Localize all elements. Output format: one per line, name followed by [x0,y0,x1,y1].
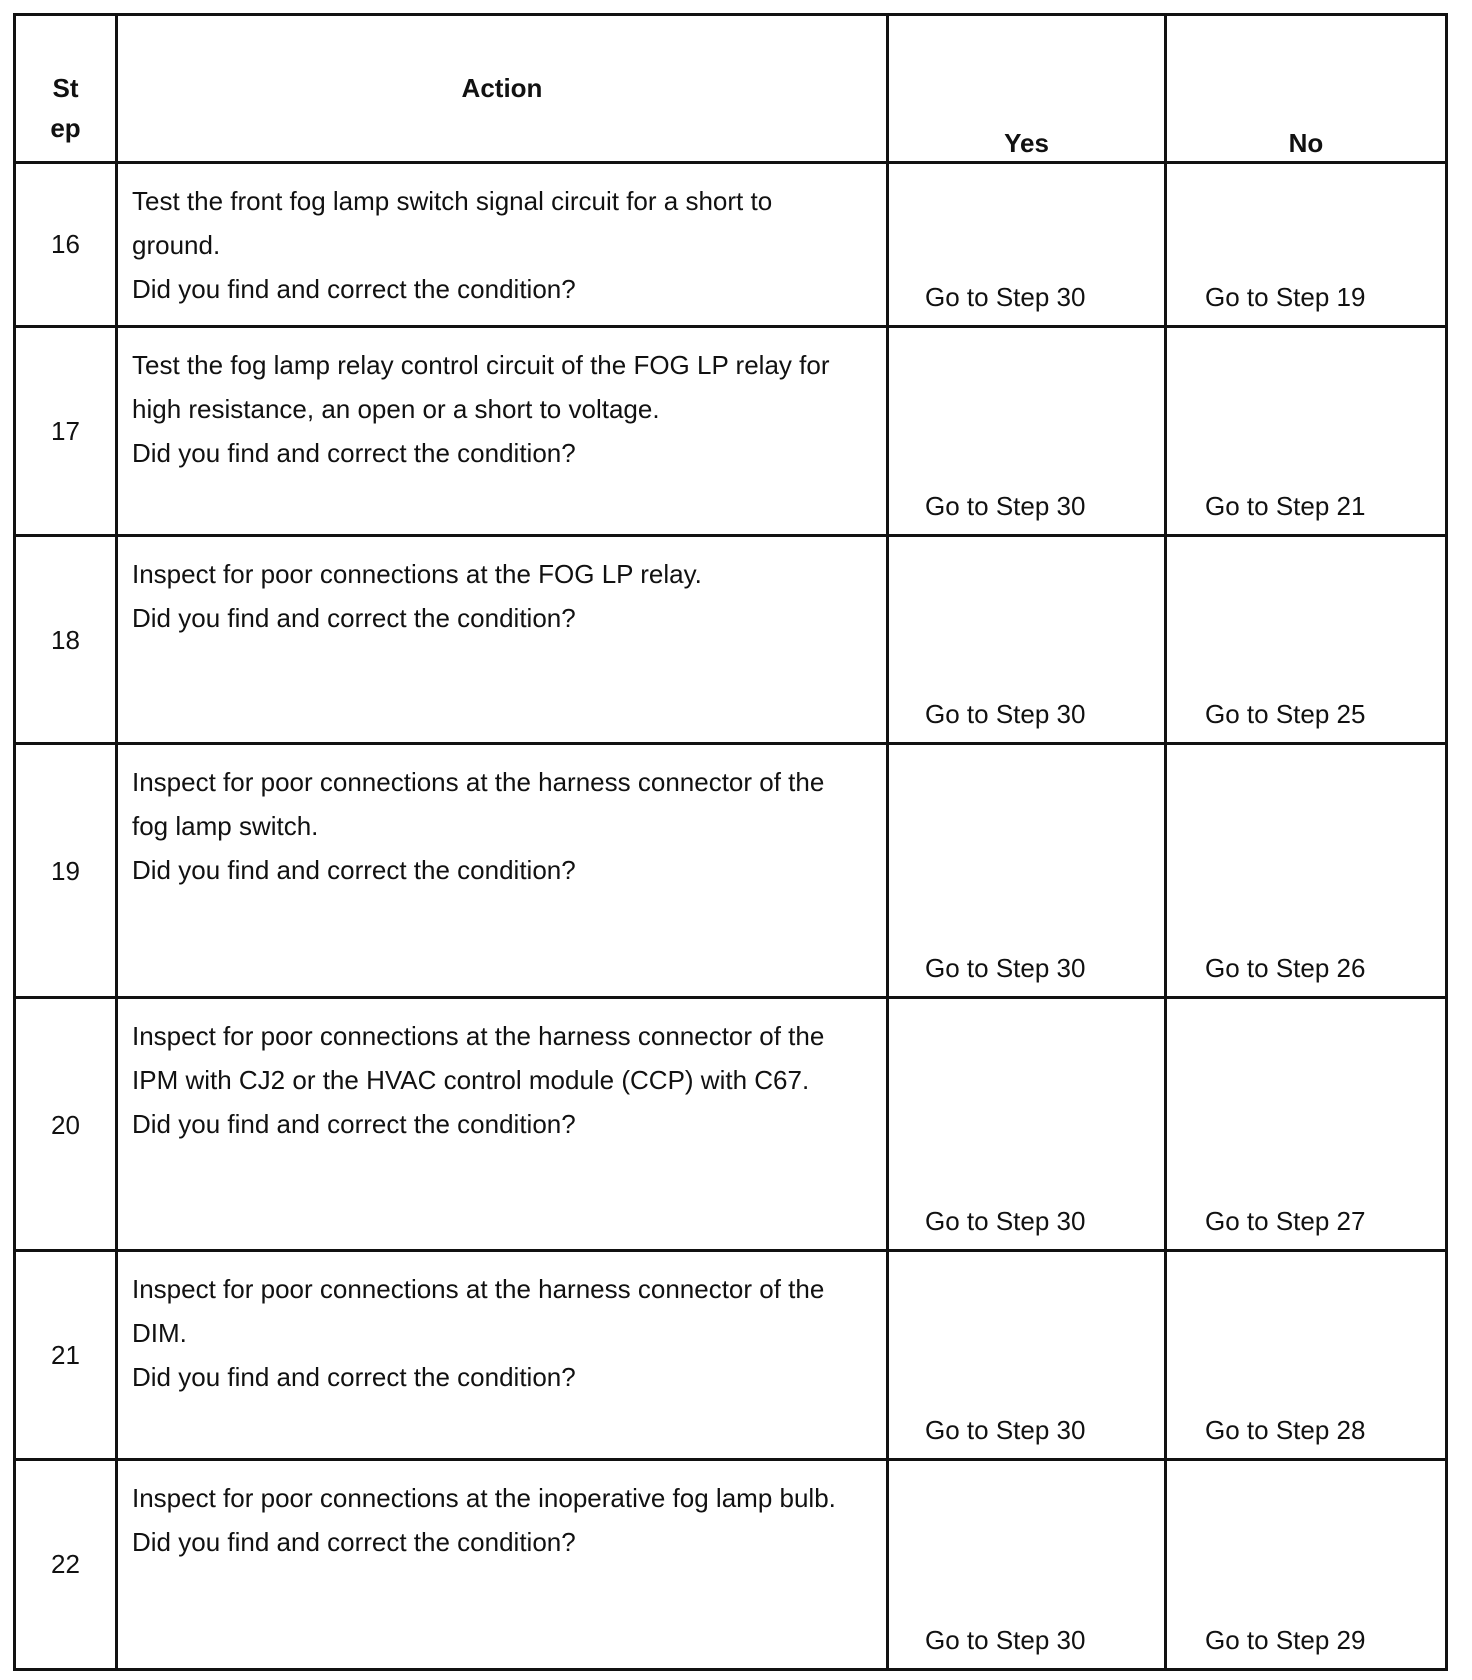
action-text: Inspect for poor connections at the FOG LP relay. [132,559,702,589]
action-cell [117,327,888,536]
no-result: Go to Step 26 [1205,953,1366,983]
action-question: Did you find and correct the condition? [132,438,576,468]
yes-result: Go to Step 30 [925,699,1086,729]
table-row [15,1251,1447,1460]
step-cell [15,1251,117,1460]
action-text: Inspect for poor connections at the harness connector of the DIM. [132,1274,825,1348]
yes-result: Go to Step 30 [925,491,1086,521]
step-cell [15,1460,117,1670]
yes-result: Go to Step 30 [925,282,1086,312]
table-row [15,163,1447,327]
step-number: 17 [51,416,80,446]
yes-cell [888,1460,1166,1670]
action-text: Inspect for poor connections at the harness connector of the IPM with CJ2 or the HVAC control module (CCP) with C67. [132,1021,825,1095]
step-number: 19 [51,856,80,886]
header-step [15,15,117,163]
no-cell [1166,163,1447,327]
table-row [15,998,1447,1251]
step-number: 16 [51,229,80,259]
action-cell [117,1460,888,1670]
action-cell [117,163,888,327]
action-question: Did you find and correct the condition? [132,274,576,304]
action-question: Did you find and correct the condition? [132,855,576,885]
yes-result: Go to Step 30 [925,953,1086,983]
action-question: Did you find and correct the condition? [132,1109,576,1139]
no-result: Go to Step 25 [1205,699,1366,729]
yes-result: Go to Step 30 [925,1415,1086,1445]
action-text: Test the fog lamp relay control circuit of the FOG LP relay for high resistance, an open or a short to voltage. [132,350,830,424]
header-yes [888,15,1166,163]
step-cell [15,327,117,536]
no-cell [1166,536,1447,744]
step-number: 18 [51,625,80,655]
step-number: 22 [51,1549,80,1579]
header-action [117,15,888,163]
no-cell [1166,1460,1447,1670]
action-text: Test the front fog lamp switch signal circuit for a short to ground. [132,186,773,260]
yes-cell [888,1251,1166,1460]
no-result: Go to Step 19 [1205,282,1366,312]
step-number: 20 [51,1110,80,1140]
header-no [1166,15,1447,163]
table-row [15,1460,1447,1670]
no-result: Go to Step 21 [1205,491,1366,521]
yes-cell [888,327,1166,536]
action-cell [117,744,888,998]
action-question: Did you find and correct the condition? [132,1527,576,1557]
no-result: Go to Step 29 [1205,1625,1366,1655]
action-question: Did you find and correct the condition? [132,1362,576,1392]
action-cell [117,1251,888,1460]
action-cell [117,998,888,1251]
step-cell [15,744,117,998]
header-yes-label: Yes [1004,128,1049,158]
yes-cell [888,998,1166,1251]
yes-result: Go to Step 30 [925,1206,1086,1236]
action-question: Did you find and correct the condition? [132,603,576,633]
step-cell [15,998,117,1251]
action-text: Inspect for poor connections at the harness connector of the fog lamp switch. [132,767,825,841]
diagnostic-table [13,13,1448,1671]
header-action-label: Action [461,73,543,103]
yes-result: Go to Step 30 [925,1625,1086,1655]
no-cell [1166,327,1447,536]
no-result: Go to Step 28 [1205,1415,1366,1445]
no-cell [1166,744,1447,998]
step-number: 21 [51,1340,80,1370]
action-text: Inspect for poor connections at the inoperative fog lamp bulb. [132,1483,836,1513]
yes-cell [888,163,1166,327]
header-no-label: No [1288,128,1324,158]
no-cell [1166,998,1447,1251]
step-cell [15,163,117,327]
header-row [15,15,1447,163]
yes-cell [888,536,1166,744]
no-cell [1166,1251,1447,1460]
table-row [15,536,1447,744]
header-step-line1: St [52,73,79,103]
header-step-line2: ep [50,113,81,143]
table-row [15,327,1447,536]
step-cell [15,536,117,744]
table-row [15,744,1447,998]
yes-cell [888,744,1166,998]
action-cell [117,536,888,744]
no-result: Go to Step 27 [1205,1206,1366,1236]
